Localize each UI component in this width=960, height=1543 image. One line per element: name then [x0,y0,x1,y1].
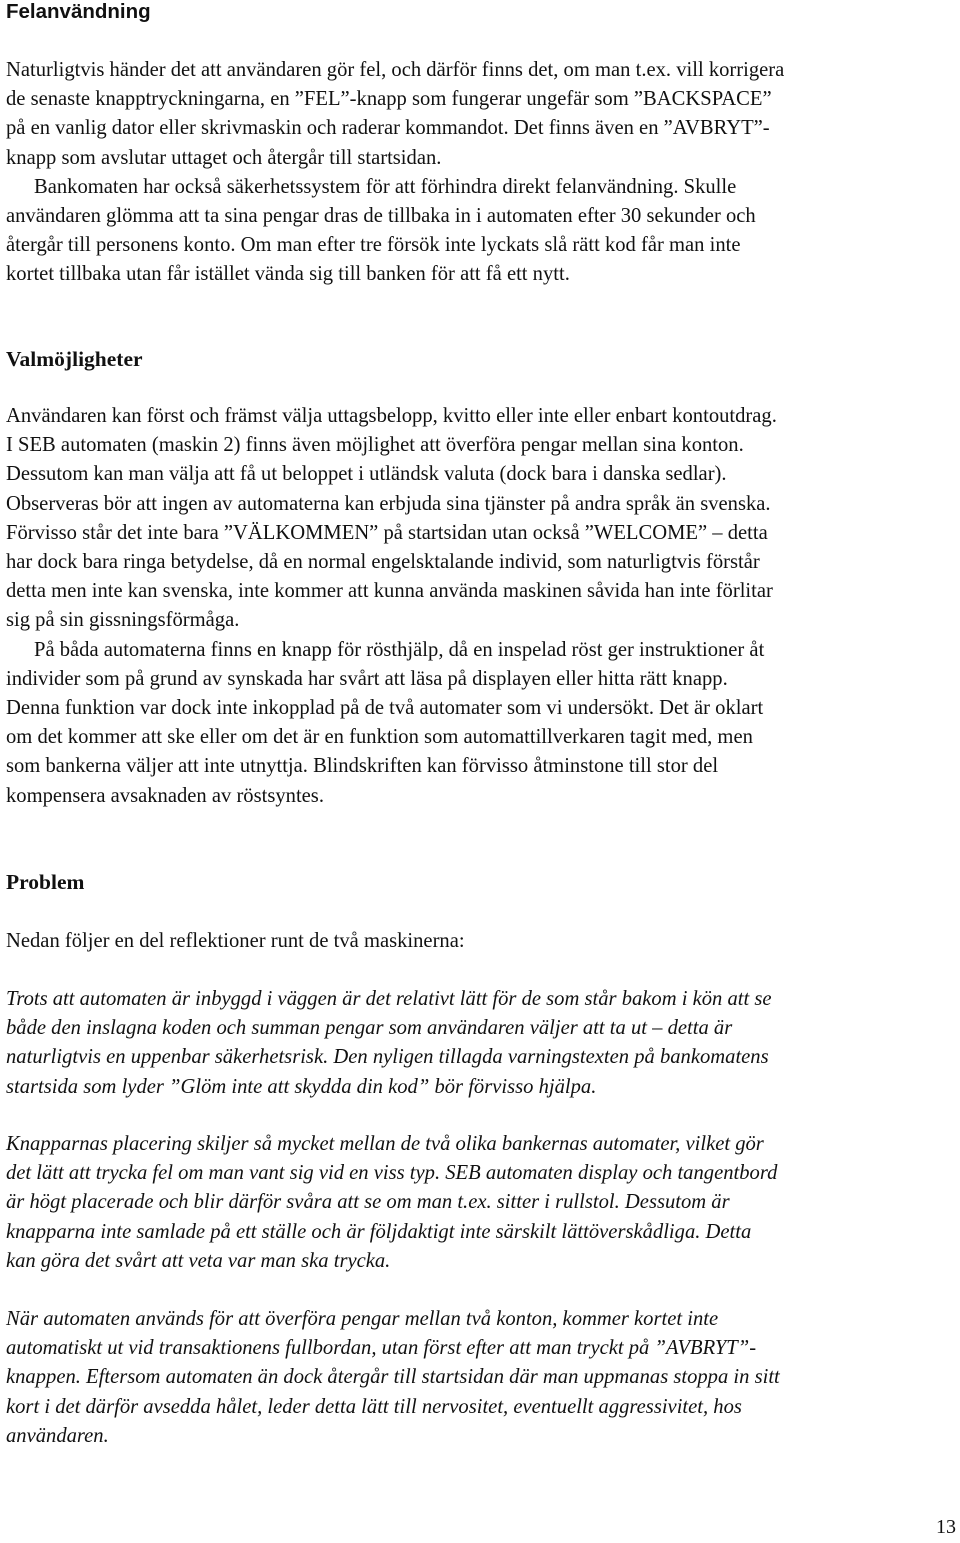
heading-felanvandning: Felanvändning [6,0,151,23]
problem-para1 [6,985,956,1102]
text-line: Dessutom kan man välja att få ut beloppet i utländsk valuta (dock bara i danska sedlar). [6,463,727,486]
text-line: kortet tillbaka utan får istället vända sig till banken för att få ett nytt. [6,263,570,286]
text-line: kort i det därför avsedda hålet, leder detta lätt till nervositet, eventuellt aggressivitet, hos [6,1395,742,1418]
heading-valmojligheter: Valmöjligheter [6,347,143,371]
text-line: Naturligtvis händer det att användaren gör fel, och därför finns det, om man t.ex. vill korrigera [6,59,785,81]
text-line: Knapparnas placering skiljer så mycket mellan de två olika bankernas automater, vilket gör [6,1133,764,1155]
text-line: Förvisso står det inte bara ”VÄLKOMMEN” på startsidan utan också ”WELCOME” – detta [6,521,768,544]
text-line: Trots att automaten är inbyggd i väggen är det relativt lätt för de som står bakom i kön att se [6,988,772,1010]
problem-para2 [6,1130,956,1276]
felanvandning-para1 [6,56,956,290]
text-line: automatiskt ut vid transaktionens fullbordan, utan först efter att man tryckt på ”AVBRYT”- [6,1337,757,1360]
text-line: sig på sin gissningsförmåga. [6,609,240,632]
text-line: När automaten används för att överföra pengar mellan två konton, kommer kortet inte [6,1308,719,1330]
text-line: på en vanlig dator eller skrivmaskin och raderar kommandot. Det finns även en ”AVBRYT”- [6,117,770,140]
page-number: 13 [936,1516,956,1538]
text-line: som bankerna väljer att inte utnyttja. Blindskriften kan förvisso åtminstone till stor del [6,755,719,778]
text-line: om det kommer att ske eller om det är en funktion som automattillverkaren tagit med, men [6,726,753,749]
text-line: individer som på grund av synskada har svårt att läsa på displayen eller hitta rätt knapp. [6,667,728,690]
text-line: knapp som avslutar uttaget och återgår till startsidan. [6,146,442,169]
text-line: detta men inte kan svenska, inte kommer att kunna använda maskinen såvida han inte förlitar [6,580,773,603]
text-line: knappen. Eftersom automaten än dock återgår till startsidan där man uppmanas stoppa in sitt [6,1366,780,1389]
text-line: I SEB automaten (maskin 2) finns även möjlighet att överföra pengar mellan sina konton. [6,434,744,457]
text-line: kompensera avsaknaden av röstsyntes. [6,784,324,807]
text-line: användaren glömma att ta sina pengar dras de tillbaka in i automaten efter 30 sekunder och [6,205,756,228]
text-line: både den inslagna koden och summan pengar som användaren väljer att ta ut – detta är [6,1017,733,1040]
text-line: naturligtvis en uppenbar säkerhetsrisk. Den nyligen tillagda varningstexten på bankomatens [6,1046,769,1069]
text-line: har dock bara ringa betydelse, då en normal engelsktalande individ, som naturligtvis förstår [6,551,760,574]
text-line: användaren. [6,1424,109,1447]
text-line: kan göra det svårt att veta var man ska trycka. [6,1249,391,1272]
valmojligheter-text [6,402,956,811]
text-line: startsida som lyder ”Glöm inte att skydda din kod” bör förvisso hjälpa. [6,1075,597,1098]
text-line: det lätt att trycka fel om man vant sig vid en viss typ. SEB automaten display och tangentbord [6,1162,778,1185]
text-line: knapparna inte samlade på ett ställe och är följdaktigt inte särskilt lättöverskådliga. Detta [6,1220,752,1243]
text-line: Observeras bör att ingen av automaterna kan erbjuda sina tjänster på andra språk än svenska. [6,492,771,515]
text-line: de senaste knapptryckningarna, en ”FEL”-knapp som fungerar ungefär som ”BACKSPACE” [6,88,772,111]
text-line: återgår till personens konto. Om man efter tre försök inte lyckats slå rätt kod får man inte [6,234,741,257]
text-line: Denna funktion var dock inte inkopplad på de två automater som vi undersökt. Det är oklart [6,697,764,720]
text-line: Användaren kan först och främst välja uttagsbelopp, kvitto eller inte eller enbart kontoutdrag. [6,405,777,427]
text-line: På båda automaterna finns en knapp för rösthjälp, då en inspelad röst ger instruktioner åt [34,638,765,661]
problem-para3 [6,1305,956,1451]
heading-problem: Problem [6,870,85,894]
text-line: är högt placerade och blir därför svåra att se om man t.ex. sitter i rullstol. Dessutom är [6,1191,730,1214]
problem-intro: Nedan följer en del reflektioner runt de två maskinerna: [6,930,465,952]
text-line: Bankomaten har också säkerhetssystem för att förhindra direkt felanvändning. Skulle [34,175,737,198]
